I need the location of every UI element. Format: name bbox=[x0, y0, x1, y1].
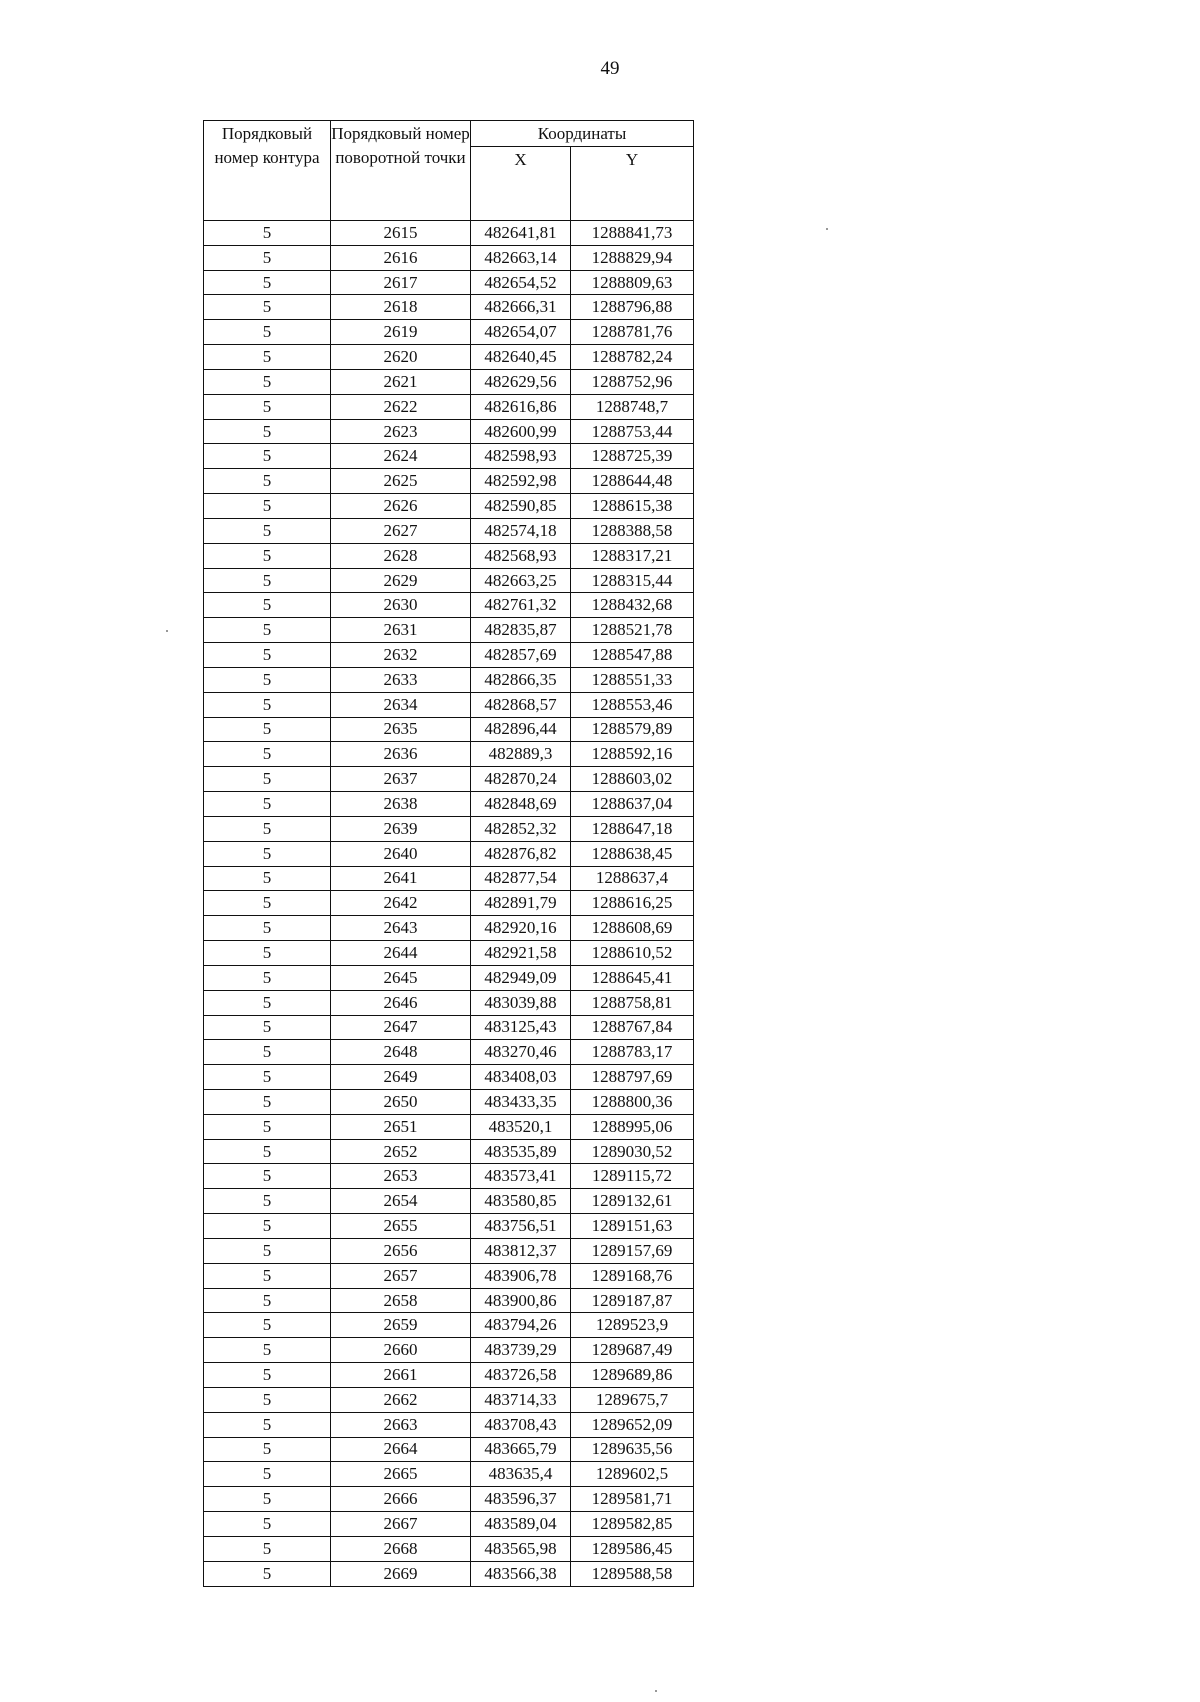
cell-point-number: 2643 bbox=[331, 916, 471, 941]
table-row bbox=[204, 1065, 694, 1090]
table-row bbox=[204, 320, 694, 345]
table-row bbox=[204, 1139, 694, 1164]
cell-x: 483635,4 bbox=[471, 1462, 571, 1487]
cell-x: 483726,58 bbox=[471, 1363, 571, 1388]
cell-y: 1289582,85 bbox=[571, 1512, 694, 1537]
cell-y: 1288995,06 bbox=[571, 1114, 694, 1139]
table-row bbox=[204, 1040, 694, 1065]
cell-x: 482870,24 bbox=[471, 767, 571, 792]
cell-y: 1289523,9 bbox=[571, 1313, 694, 1338]
header-point-number: Порядковый номер поворотной точки bbox=[331, 121, 471, 221]
cell-point-number: 2629 bbox=[331, 568, 471, 593]
table-row bbox=[204, 1214, 694, 1239]
table-row bbox=[204, 494, 694, 519]
cell-point-number: 2632 bbox=[331, 643, 471, 668]
cell-contour-number: 5 bbox=[204, 1561, 331, 1586]
cell-y: 1288432,68 bbox=[571, 593, 694, 618]
table-row bbox=[204, 1462, 694, 1487]
cell-y: 1289689,86 bbox=[571, 1363, 694, 1388]
cell-y: 1288638,45 bbox=[571, 841, 694, 866]
cell-point-number: 2622 bbox=[331, 394, 471, 419]
table-row bbox=[204, 1387, 694, 1412]
cell-y: 1288782,24 bbox=[571, 345, 694, 370]
cell-point-number: 2631 bbox=[331, 618, 471, 643]
cell-point-number: 2667 bbox=[331, 1512, 471, 1537]
table-row bbox=[204, 1363, 694, 1388]
cell-x: 482877,54 bbox=[471, 866, 571, 891]
table-row bbox=[204, 568, 694, 593]
cell-contour-number: 5 bbox=[204, 419, 331, 444]
cell-contour-number: 5 bbox=[204, 469, 331, 494]
cell-x: 483039,88 bbox=[471, 990, 571, 1015]
cell-x: 482654,07 bbox=[471, 320, 571, 345]
cell-x: 482592,98 bbox=[471, 469, 571, 494]
cell-contour-number: 5 bbox=[204, 494, 331, 519]
cell-x: 483125,43 bbox=[471, 1015, 571, 1040]
cell-contour-number: 5 bbox=[204, 518, 331, 543]
cell-contour-number: 5 bbox=[204, 916, 331, 941]
cell-y: 1288579,89 bbox=[571, 717, 694, 742]
cell-contour-number: 5 bbox=[204, 369, 331, 394]
cell-point-number: 2636 bbox=[331, 742, 471, 767]
cell-point-number: 2669 bbox=[331, 1561, 471, 1586]
table-row bbox=[204, 1313, 694, 1338]
cell-y: 1288608,69 bbox=[571, 916, 694, 941]
cell-contour-number: 5 bbox=[204, 1139, 331, 1164]
table-row bbox=[204, 1288, 694, 1313]
cell-y: 1288800,36 bbox=[571, 1089, 694, 1114]
cell-contour-number: 5 bbox=[204, 245, 331, 270]
cell-contour-number: 5 bbox=[204, 1288, 331, 1313]
cell-y: 1288796,88 bbox=[571, 295, 694, 320]
cell-point-number: 2625 bbox=[331, 469, 471, 494]
cell-x: 482598,93 bbox=[471, 444, 571, 469]
cell-contour-number: 5 bbox=[204, 1263, 331, 1288]
table-row bbox=[204, 1114, 694, 1139]
cell-x: 482666,31 bbox=[471, 295, 571, 320]
cell-contour-number: 5 bbox=[204, 320, 331, 345]
cell-contour-number: 5 bbox=[204, 270, 331, 295]
cell-contour-number: 5 bbox=[204, 841, 331, 866]
cell-contour-number: 5 bbox=[204, 1065, 331, 1090]
cell-point-number: 2616 bbox=[331, 245, 471, 270]
cell-y: 1289588,58 bbox=[571, 1561, 694, 1586]
cell-contour-number: 5 bbox=[204, 1363, 331, 1388]
header-coordinates: Координаты bbox=[471, 121, 694, 147]
cell-x: 482891,79 bbox=[471, 891, 571, 916]
table-row bbox=[204, 245, 694, 270]
table-row bbox=[204, 618, 694, 643]
cell-contour-number: 5 bbox=[204, 568, 331, 593]
cell-contour-number: 5 bbox=[204, 1512, 331, 1537]
cell-point-number: 2656 bbox=[331, 1238, 471, 1263]
cell-point-number: 2646 bbox=[331, 990, 471, 1015]
cell-y: 1288725,39 bbox=[571, 444, 694, 469]
cell-x: 482852,32 bbox=[471, 816, 571, 841]
cell-point-number: 2630 bbox=[331, 593, 471, 618]
cell-contour-number: 5 bbox=[204, 1089, 331, 1114]
cell-x: 483580,85 bbox=[471, 1189, 571, 1214]
cell-y: 1289602,5 bbox=[571, 1462, 694, 1487]
cell-x: 483589,04 bbox=[471, 1512, 571, 1537]
table-row bbox=[204, 1263, 694, 1288]
cell-y: 1289675,7 bbox=[571, 1387, 694, 1412]
cell-point-number: 2659 bbox=[331, 1313, 471, 1338]
cell-contour-number: 5 bbox=[204, 990, 331, 1015]
cell-y: 1289151,63 bbox=[571, 1214, 694, 1239]
cell-y: 1288809,63 bbox=[571, 270, 694, 295]
cell-x: 482866,35 bbox=[471, 667, 571, 692]
cell-x: 482641,81 bbox=[471, 221, 571, 246]
cell-contour-number: 5 bbox=[204, 1238, 331, 1263]
cell-y: 1288603,02 bbox=[571, 767, 694, 792]
cell-x: 482761,32 bbox=[471, 593, 571, 618]
cell-y: 1288781,76 bbox=[571, 320, 694, 345]
cell-point-number: 2647 bbox=[331, 1015, 471, 1040]
cell-y: 1288637,4 bbox=[571, 866, 694, 891]
table-row bbox=[204, 866, 694, 891]
table-row bbox=[204, 518, 694, 543]
cell-y: 1289030,52 bbox=[571, 1139, 694, 1164]
cell-x: 482920,16 bbox=[471, 916, 571, 941]
table-row bbox=[204, 816, 694, 841]
cell-y: 1288783,17 bbox=[571, 1040, 694, 1065]
cell-x: 482889,3 bbox=[471, 742, 571, 767]
cell-point-number: 2624 bbox=[331, 444, 471, 469]
table-row bbox=[204, 891, 694, 916]
cell-y: 1288317,21 bbox=[571, 543, 694, 568]
cell-y: 1288647,18 bbox=[571, 816, 694, 841]
cell-x: 482600,99 bbox=[471, 419, 571, 444]
cell-point-number: 2649 bbox=[331, 1065, 471, 1090]
page-number: 49 bbox=[600, 58, 620, 79]
table-row bbox=[204, 1412, 694, 1437]
cell-contour-number: 5 bbox=[204, 742, 331, 767]
cell-x: 483520,1 bbox=[471, 1114, 571, 1139]
cell-x: 482654,52 bbox=[471, 270, 571, 295]
cell-x: 482848,69 bbox=[471, 792, 571, 817]
cell-point-number: 2658 bbox=[331, 1288, 471, 1313]
cell-y: 1288753,44 bbox=[571, 419, 694, 444]
cell-point-number: 2653 bbox=[331, 1164, 471, 1189]
cell-x: 483714,33 bbox=[471, 1387, 571, 1412]
cell-x: 482590,85 bbox=[471, 494, 571, 519]
cell-point-number: 2663 bbox=[331, 1412, 471, 1437]
cell-x: 483900,86 bbox=[471, 1288, 571, 1313]
cell-y: 1288553,46 bbox=[571, 692, 694, 717]
header-contour-number: Порядковый номер контура bbox=[204, 121, 331, 221]
table-row bbox=[204, 419, 694, 444]
table-row bbox=[204, 1512, 694, 1537]
cell-point-number: 2628 bbox=[331, 543, 471, 568]
cell-contour-number: 5 bbox=[204, 1338, 331, 1363]
cell-contour-number: 5 bbox=[204, 345, 331, 370]
cell-point-number: 2623 bbox=[331, 419, 471, 444]
cell-y: 1288592,16 bbox=[571, 742, 694, 767]
cell-point-number: 2668 bbox=[331, 1536, 471, 1561]
table-row bbox=[204, 1189, 694, 1214]
cell-point-number: 2641 bbox=[331, 866, 471, 891]
cell-y: 1288315,44 bbox=[571, 568, 694, 593]
cell-y: 1289635,56 bbox=[571, 1437, 694, 1462]
cell-x: 482949,09 bbox=[471, 965, 571, 990]
cell-point-number: 2665 bbox=[331, 1462, 471, 1487]
cell-point-number: 2634 bbox=[331, 692, 471, 717]
table-row bbox=[204, 345, 694, 370]
cell-y: 1288551,33 bbox=[571, 667, 694, 692]
cell-contour-number: 5 bbox=[204, 444, 331, 469]
cell-x: 482663,14 bbox=[471, 245, 571, 270]
cell-point-number: 2654 bbox=[331, 1189, 471, 1214]
table-row bbox=[204, 717, 694, 742]
cell-x: 483708,43 bbox=[471, 1412, 571, 1437]
table-row bbox=[204, 841, 694, 866]
cell-contour-number: 5 bbox=[204, 1412, 331, 1437]
cell-contour-number: 5 bbox=[204, 1487, 331, 1512]
cell-x: 483433,35 bbox=[471, 1089, 571, 1114]
cell-x: 483739,29 bbox=[471, 1338, 571, 1363]
cell-x: 483573,41 bbox=[471, 1164, 571, 1189]
cell-y: 1288521,78 bbox=[571, 618, 694, 643]
cell-y: 1289586,45 bbox=[571, 1536, 694, 1561]
scan-speck bbox=[655, 1690, 657, 1692]
cell-x: 482629,56 bbox=[471, 369, 571, 394]
cell-y: 1288758,81 bbox=[571, 990, 694, 1015]
cell-point-number: 2652 bbox=[331, 1139, 471, 1164]
cell-contour-number: 5 bbox=[204, 593, 331, 618]
cell-x: 482640,45 bbox=[471, 345, 571, 370]
cell-y: 1288645,41 bbox=[571, 965, 694, 990]
cell-point-number: 2637 bbox=[331, 767, 471, 792]
cell-contour-number: 5 bbox=[204, 221, 331, 246]
cell-contour-number: 5 bbox=[204, 1114, 331, 1139]
cell-contour-number: 5 bbox=[204, 792, 331, 817]
cell-x: 483270,46 bbox=[471, 1040, 571, 1065]
cell-x: 482616,86 bbox=[471, 394, 571, 419]
table-body bbox=[204, 221, 694, 1587]
cell-x: 482876,82 bbox=[471, 841, 571, 866]
scan-speck bbox=[826, 228, 828, 230]
cell-point-number: 2650 bbox=[331, 1089, 471, 1114]
cell-point-number: 2617 bbox=[331, 270, 471, 295]
table-row bbox=[204, 1089, 694, 1114]
table-row bbox=[204, 916, 694, 941]
header-x: X bbox=[471, 147, 571, 221]
cell-contour-number: 5 bbox=[204, 816, 331, 841]
cell-point-number: 2660 bbox=[331, 1338, 471, 1363]
table-row bbox=[204, 295, 694, 320]
cell-x: 483812,37 bbox=[471, 1238, 571, 1263]
table-row bbox=[204, 1487, 694, 1512]
cell-y: 1289581,71 bbox=[571, 1487, 694, 1512]
cell-contour-number: 5 bbox=[204, 1189, 331, 1214]
cell-contour-number: 5 bbox=[204, 1164, 331, 1189]
cell-point-number: 2639 bbox=[331, 816, 471, 841]
cell-point-number: 2633 bbox=[331, 667, 471, 692]
cell-x: 482568,93 bbox=[471, 543, 571, 568]
cell-y: 1288610,52 bbox=[571, 941, 694, 966]
table-row bbox=[204, 394, 694, 419]
cell-contour-number: 5 bbox=[204, 1040, 331, 1065]
cell-point-number: 2655 bbox=[331, 1214, 471, 1239]
table-row bbox=[204, 792, 694, 817]
cell-x: 482896,44 bbox=[471, 717, 571, 742]
cell-point-number: 2648 bbox=[331, 1040, 471, 1065]
cell-x: 483665,79 bbox=[471, 1437, 571, 1462]
cell-point-number: 2644 bbox=[331, 941, 471, 966]
cell-x: 483794,26 bbox=[471, 1313, 571, 1338]
table-row bbox=[204, 543, 694, 568]
cell-point-number: 2657 bbox=[331, 1263, 471, 1288]
table-row bbox=[204, 965, 694, 990]
cell-contour-number: 5 bbox=[204, 295, 331, 320]
cell-x: 482857,69 bbox=[471, 643, 571, 668]
cell-y: 1288637,04 bbox=[571, 792, 694, 817]
cell-y: 1288644,48 bbox=[571, 469, 694, 494]
table-row bbox=[204, 469, 694, 494]
cell-y: 1288616,25 bbox=[571, 891, 694, 916]
table-row bbox=[204, 643, 694, 668]
table-row bbox=[204, 742, 694, 767]
cell-x: 483565,98 bbox=[471, 1536, 571, 1561]
cell-contour-number: 5 bbox=[204, 667, 331, 692]
cell-point-number: 2620 bbox=[331, 345, 471, 370]
cell-contour-number: 5 bbox=[204, 643, 331, 668]
coordinates-table bbox=[203, 120, 694, 1587]
cell-contour-number: 5 bbox=[204, 1437, 331, 1462]
table-row bbox=[204, 221, 694, 246]
cell-x: 482921,58 bbox=[471, 941, 571, 966]
cell-y: 1289187,87 bbox=[571, 1288, 694, 1313]
cell-contour-number: 5 bbox=[204, 1462, 331, 1487]
cell-point-number: 2662 bbox=[331, 1387, 471, 1412]
table-row bbox=[204, 990, 694, 1015]
cell-point-number: 2635 bbox=[331, 717, 471, 742]
cell-x: 482868,57 bbox=[471, 692, 571, 717]
cell-point-number: 2664 bbox=[331, 1437, 471, 1462]
cell-point-number: 2661 bbox=[331, 1363, 471, 1388]
table-row bbox=[204, 270, 694, 295]
cell-x: 483408,03 bbox=[471, 1065, 571, 1090]
table-row bbox=[204, 767, 694, 792]
cell-x: 483566,38 bbox=[471, 1561, 571, 1586]
cell-point-number: 2615 bbox=[331, 221, 471, 246]
cell-y: 1289687,49 bbox=[571, 1338, 694, 1363]
cell-y: 1288388,58 bbox=[571, 518, 694, 543]
cell-x: 483535,89 bbox=[471, 1139, 571, 1164]
table-row bbox=[204, 1164, 694, 1189]
header-y: Y bbox=[571, 147, 694, 221]
cell-x: 483756,51 bbox=[471, 1214, 571, 1239]
cell-contour-number: 5 bbox=[204, 941, 331, 966]
cell-point-number: 2621 bbox=[331, 369, 471, 394]
cell-contour-number: 5 bbox=[204, 394, 331, 419]
table-row bbox=[204, 667, 694, 692]
cell-point-number: 2638 bbox=[331, 792, 471, 817]
table-row bbox=[204, 1437, 694, 1462]
cell-x: 482835,87 bbox=[471, 618, 571, 643]
cell-y: 1288547,88 bbox=[571, 643, 694, 668]
cell-point-number: 2642 bbox=[331, 891, 471, 916]
table-row bbox=[204, 1015, 694, 1040]
cell-x: 482574,18 bbox=[471, 518, 571, 543]
cell-contour-number: 5 bbox=[204, 543, 331, 568]
cell-point-number: 2619 bbox=[331, 320, 471, 345]
cell-contour-number: 5 bbox=[204, 692, 331, 717]
table-row bbox=[204, 369, 694, 394]
cell-y: 1288767,84 bbox=[571, 1015, 694, 1040]
cell-contour-number: 5 bbox=[204, 1536, 331, 1561]
table-row bbox=[204, 444, 694, 469]
cell-x: 483596,37 bbox=[471, 1487, 571, 1512]
cell-y: 1288829,94 bbox=[571, 245, 694, 270]
cell-point-number: 2666 bbox=[331, 1487, 471, 1512]
cell-contour-number: 5 bbox=[204, 891, 331, 916]
cell-y: 1289115,72 bbox=[571, 1164, 694, 1189]
cell-y: 1289652,09 bbox=[571, 1412, 694, 1437]
cell-point-number: 2618 bbox=[331, 295, 471, 320]
cell-y: 1288752,96 bbox=[571, 369, 694, 394]
cell-contour-number: 5 bbox=[204, 1313, 331, 1338]
cell-x: 483906,78 bbox=[471, 1263, 571, 1288]
table-row bbox=[204, 1561, 694, 1586]
cell-point-number: 2651 bbox=[331, 1114, 471, 1139]
cell-contour-number: 5 bbox=[204, 1015, 331, 1040]
cell-contour-number: 5 bbox=[204, 1387, 331, 1412]
table-row bbox=[204, 941, 694, 966]
cell-y: 1288748,7 bbox=[571, 394, 694, 419]
cell-y: 1288615,38 bbox=[571, 494, 694, 519]
cell-y: 1289168,76 bbox=[571, 1263, 694, 1288]
cell-y: 1288841,73 bbox=[571, 221, 694, 246]
table-row bbox=[204, 692, 694, 717]
cell-x: 482663,25 bbox=[471, 568, 571, 593]
cell-point-number: 2640 bbox=[331, 841, 471, 866]
table-header bbox=[204, 121, 694, 221]
table-row bbox=[204, 1238, 694, 1263]
cell-y: 1288797,69 bbox=[571, 1065, 694, 1090]
cell-contour-number: 5 bbox=[204, 866, 331, 891]
cell-contour-number: 5 bbox=[204, 767, 331, 792]
table-row bbox=[204, 1536, 694, 1561]
cell-contour-number: 5 bbox=[204, 1214, 331, 1239]
cell-point-number: 2627 bbox=[331, 518, 471, 543]
cell-point-number: 2645 bbox=[331, 965, 471, 990]
cell-contour-number: 5 bbox=[204, 965, 331, 990]
table-row bbox=[204, 1338, 694, 1363]
scan-speck bbox=[166, 630, 168, 632]
cell-y: 1289132,61 bbox=[571, 1189, 694, 1214]
cell-contour-number: 5 bbox=[204, 717, 331, 742]
cell-point-number: 2626 bbox=[331, 494, 471, 519]
table-row bbox=[204, 593, 694, 618]
cell-contour-number: 5 bbox=[204, 618, 331, 643]
cell-y: 1289157,69 bbox=[571, 1238, 694, 1263]
